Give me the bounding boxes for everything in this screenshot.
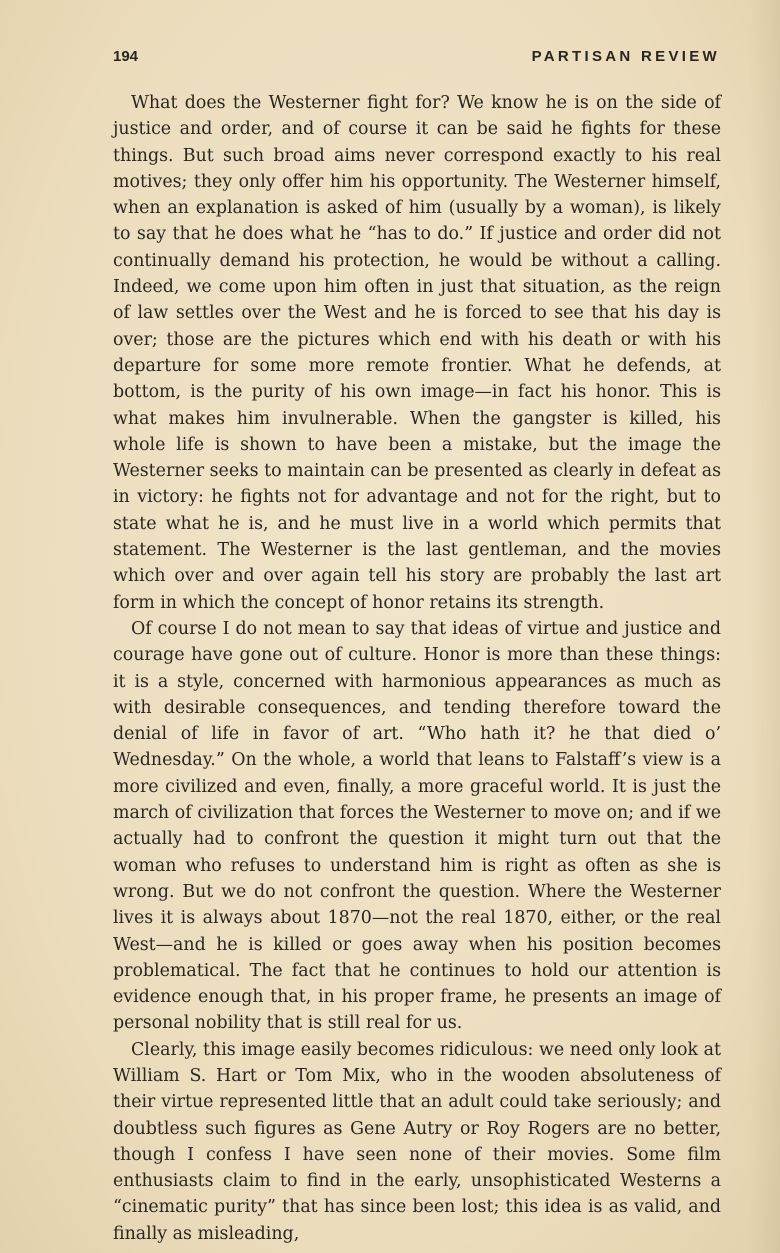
page-number: 194 [113, 48, 139, 65]
article-body [113, 90, 721, 1247]
paragraph-honor-style: Of course I do not mean to say that ideas of virtue and justice and courage have gone out of culture. Honor is more than these things: it is a style, concerned with harmonious appearances as much as with desirable consequences, and tending therefore toward the denial of life in favor of art. “Who hath it? he that died o’ Wednesday.” On the whole, a world that leans to Falstaff’s view is a more civilized and even, finally, a more graceful world. It is just the march of civilization that forces the Westerner to move on; and if we actually had to confront the question it might turn out that the woman who refuses to understand him is right as often as she is wrong. But we do not confront the question. Where the Westerner lives it is always about 1870—not the real 1870, either, or the real West—and he is killed or goes away when his position becomes problematical. The fact that he continues to hold our attention is evidence enough that, in his proper frame, he presents an image of personal nobility that is still real for us. [113, 618, 721, 1034]
running-header [113, 48, 720, 72]
paragraph-image-ridiculous: Clearly, this image easily becomes ridiculous: we need only look at William S. Hart or Tom Mix, who in the wooden absoluteness of their virtue represented little that an adult could take seriously; and doubtless such figures as Gene Autry or Roy Rogers are no better, though I confess I have seen none of their movies. Some film enthusiasts claim to find in the early, unsophisticated Westerns a “cinematic purity” that has since been lost; this idea is as valid, and finally as misleading, [113, 1039, 721, 1244]
journal-title: PARTISAN REVIEW [531, 48, 720, 65]
paragraph-westerner-fight: What does the Westerner fight for? We know he is on the side of justice and order, and of course it can be said he fights for these things. But such broad aims never correspond exactly to his real motives; they only offer him his opportunity. The Westerner himself, when an explanation is asked of him (usually by a woman), is likely to say that he does what he “has to do.” If justice and order did not continually demand his protection, he would be without a calling. Indeed, we come upon him often in just that situation, as the reign of law settles over the West and he is forced to see that his day is over; those are the pictures which end with his death or with his departure for some more remote frontier. What he defends, at bottom, is the purity of his own image—in fact his honor. This is what makes him invulnerable. When the gangster is killed, his whole life is shown to have been a mistake, but the image the Westerner seeks to maintain can be presented as clearly in defeat as in victory: he fights not for advantage and not for the right, but to state what he is, and he must live in a world which permits that statement. The Westerner is the last gentleman, and the movies which over and over again tell his story are probably the last art form in which the concept of honor retains its strength. [113, 93, 721, 613]
